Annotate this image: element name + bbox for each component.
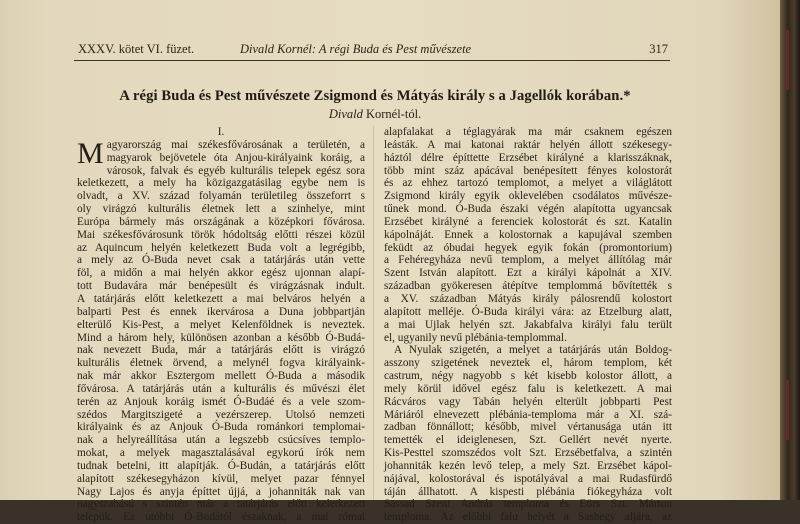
book-binding — [780, 0, 800, 500]
text-line: Rácváros vagy Tabán helyén elterült jobbparti Pest — [384, 395, 672, 408]
text-line: telepük. Ez utóbbi Ó-Budától északnak, a mai római — [77, 511, 365, 524]
text-line: asszony szigetének neveztek el, három templom, két — [384, 357, 672, 370]
text-line: alapfalakat a téglagyárak ma már csaknem egészen — [384, 126, 672, 138]
text-line: században gyökeresen átépítve templommá bővítették s — [384, 280, 672, 293]
text-line: magyarok bejövetele óta Anjou-királyaink koráig, a — [106, 151, 365, 164]
text-line: terén az Anjouk koráig ismét Ó-Budáé és a vele szom- — [77, 395, 365, 408]
binding-stitch — [786, 380, 789, 440]
text-line: elterülő Kis-Pest, a melyet Kelenföldnek is neveztek. — [77, 318, 365, 331]
text-line: a XV. században Mátyás király pálosrendű kolostort — [384, 292, 672, 305]
text-line: mokat, a melyek magasztalásával egykorú írók nem — [77, 447, 365, 460]
text-line: balparti Pest és ennek ikervárosa a Duna jobbpartján — [77, 305, 365, 318]
text-line: és az ehhez tartozó templomot, a melyet a világlátott — [384, 177, 672, 190]
text-line: Szent István alapított. Ezt a királyi kápolnát a XIV. — [384, 267, 672, 280]
text-line: zadban fönnállott; később, mivel vértanusága után itt — [384, 421, 672, 434]
text-line: alapított melléje. Ó-Buda királyi vára: az Etzelburg alatt, — [384, 305, 672, 318]
text-line: temették el ideiglenesen, Szt. Gellért nevét nyerte. — [384, 434, 672, 447]
text-line: több mint száz apácával benépesített fényes kolostorát — [384, 164, 672, 177]
text-line: oly virágzó kulturális életnek lett a szinhelye, mint — [77, 203, 365, 216]
text-line: keletkezett, a mely ha közigazgatásilag egybe nem is — [77, 177, 365, 190]
running-title — [240, 42, 471, 57]
article-title: A régi Buda és Pest művészete Zsigmond és Mátyás király s a Jagellók korában.* — [119, 88, 631, 104]
text-line: agyarország mai székesfővárosának a területén, a — [106, 138, 365, 151]
text-line: A Nyulak szigetén, a melyet a tatárjárás után Boldog- — [394, 344, 672, 357]
text-line: Európa bármely más országának a középkori fővárosa. — [77, 215, 365, 228]
text-line: tűnek mond. Ó-Buda északi végén alapította ugyancsak — [384, 203, 672, 216]
text-line: temploma. Az előbbi falu helyét a Sashegy aljára, az — [384, 511, 672, 524]
text-line: háztól délre építtette Erzsébet királyné a klarisszáknak, — [384, 151, 672, 164]
text-line: a mai Ujlak helyén szt. Jakabfalva királyi falu terült — [384, 318, 672, 331]
text-line: Erzsébet királyné a ferenciek kolostorát és szt. Katalin — [384, 215, 672, 228]
text-line: föl, a midőn a mai helyén akkor egész ujonnan alapí- — [77, 267, 365, 280]
text-line: mely körül idővel egész falu is keletkezett. A mai — [384, 382, 672, 395]
author-name: Divald — [328, 107, 363, 121]
text-line: johanniták kezén levő telep, a mely Szt. Erzsébet kápol- — [384, 459, 672, 472]
page-number: 317 — [649, 42, 668, 56]
text-line: olvadt, a XV. század folyamán területileg összeforrt s — [77, 190, 365, 203]
text-line: nak már akkor Esztergom mellett Ó-Buda a második — [77, 370, 365, 383]
right-column — [384, 126, 672, 524]
text-line: Sassad Szent András temploma és Eörs Szt. Márton — [384, 498, 672, 511]
running-title-author: Divald Kornél — [240, 42, 312, 56]
header-rule — [74, 60, 670, 61]
text-line: tudnak betelni, itt alapítják. Ó-Budán, a tatárjárás előtt — [77, 459, 365, 472]
text-line: A tatárjárás előtt keletkezett a mai belváros helyén a — [77, 292, 365, 305]
text-line: leásták. A mai katonai raktár helyén állott székesegy- — [384, 138, 672, 151]
text-line: Kis-Pesttel szomszédos volt Szt. Erzsébetfalva, a szintén — [384, 447, 672, 460]
text-line: tott Budavára már benépesült és virágzásnak indult. — [77, 280, 365, 293]
byline-rest: Kornél-tól. — [362, 107, 422, 121]
text-line: kápolnáját. Ennek a kolostornak a kapujával szemben — [384, 228, 672, 241]
text-line: Máriáról elnevezett plébánia-temploma már a XI. szá- — [384, 408, 672, 421]
left-column — [77, 126, 365, 524]
drop-cap: M — [77, 136, 104, 170]
text-line: nak a helyreállítása után a legszebb csúcsíves templo- — [77, 434, 365, 447]
text-line: fővárosa. A tatárjárás után a kulturális és művészi élet — [77, 382, 365, 395]
text-line: alapított székesegyházon kívül, melyet pazar fénnyel — [77, 472, 365, 485]
left-column-text — [77, 136, 365, 524]
text-line: nak nevezett Buda, már a tatárjárás előtt is virágzó — [77, 344, 365, 357]
text-line: az Aquincum helyén keletkezett Buda volt a legrégibb, — [77, 241, 365, 254]
text-line: castrum, négy nagyobb s két kisebb kolostor állott, a — [384, 370, 672, 383]
right-column-text — [384, 126, 672, 524]
text-line: Nagy Lajos és anyja építtet újjá, a johanniták nak van — [77, 485, 365, 498]
text-line: kulturális életnek örvend, a melynél fogva királyaink- — [77, 357, 365, 370]
text-line: Mind a három hely, különösen azonban a később Ó-Budá- — [77, 331, 365, 344]
text-line: királyaink és az Anjouk Ó-Buda románkori templomai- — [77, 421, 365, 434]
text-line: táján állhatott. A kispesti plébánia fiókegyháza volt — [384, 485, 672, 498]
section-number: I. — [217, 126, 225, 138]
volume-label: XXXV. kötet VI. füzet. — [78, 42, 195, 56]
text-line: szédos Margitszigeté a vezérszerep. Utolsó nemzeti — [77, 408, 365, 421]
text-line: Zsigmond király egyik oklevelében csodálatos művésze- — [384, 190, 672, 203]
text-line: városok, falvak és egyéb kulturális telepek egész sora — [106, 164, 365, 177]
column-gutter — [373, 126, 374, 500]
article-byline — [60, 107, 690, 122]
text-line: el, ugyanily nevű plébánia-templommal. — [384, 331, 567, 344]
text-line: a mely az Ó-Buda nevet csak a tatárjárás után vette — [77, 254, 365, 267]
binding-stitch — [786, 30, 789, 90]
text-line: Mai székesfővárosunk török hódoltság előtti részei közül — [77, 228, 365, 241]
running-title-rest: : A régi Buda és Pest művészete — [311, 42, 472, 56]
text-line: a Fehéregyháza nevű templom, a melyet állítólag már — [384, 254, 672, 267]
text-line: nájával, kolostorával és ispotályával a mai Rudasfürdő — [384, 472, 672, 485]
text-line: feküdt az óbudai hegyek egyik fokán (promontorium) — [384, 241, 672, 254]
text-line: nagyszabású s szintén már a tatárjárás előtt keletkezett — [77, 498, 365, 511]
